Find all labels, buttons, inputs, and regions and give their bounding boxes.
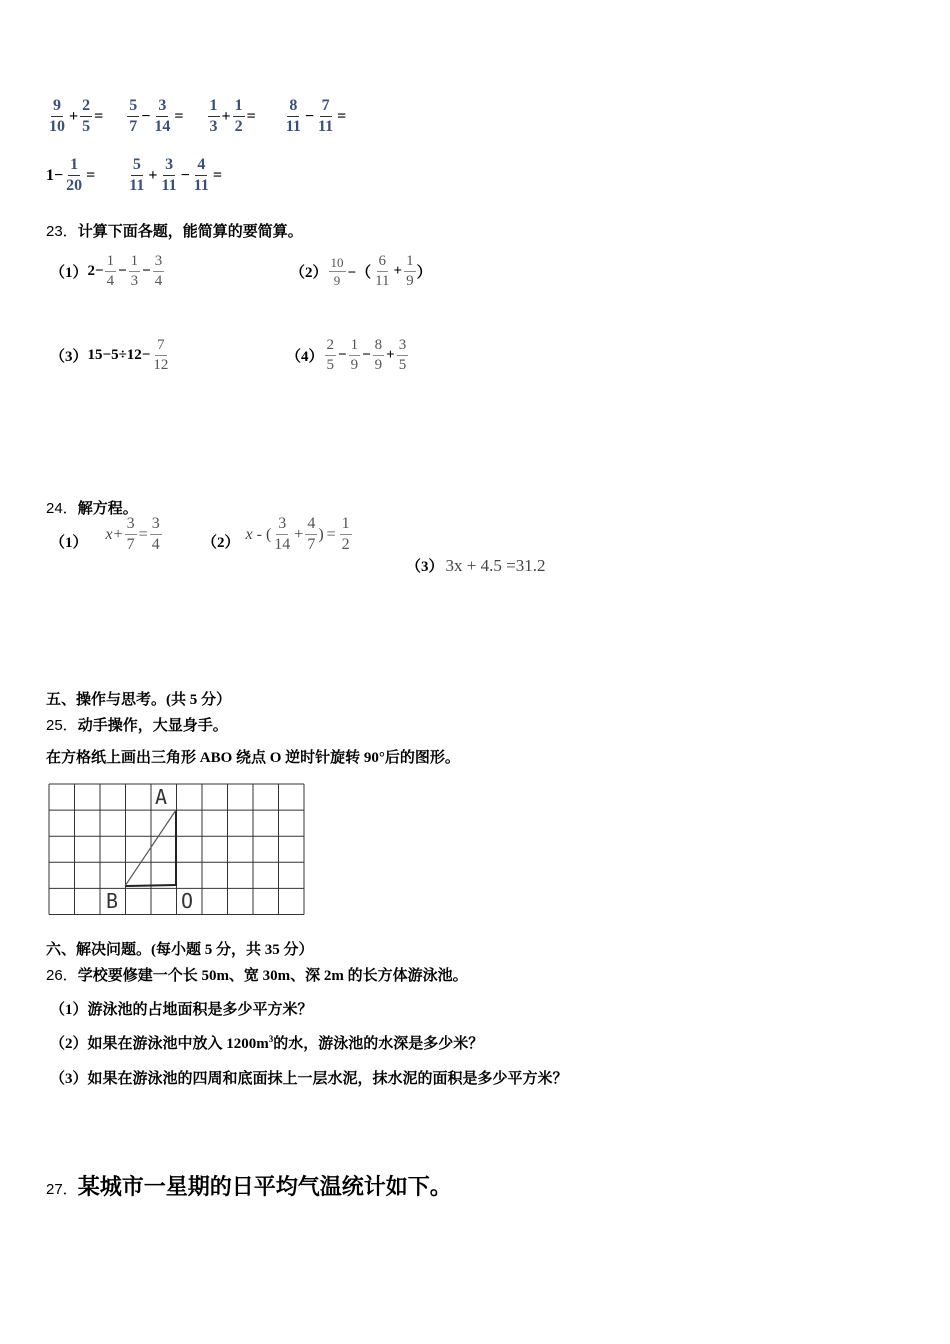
q26-part-2 xyxy=(50,1032,483,1053)
fraction: $\frac{5}{7}$ xyxy=(129,97,138,135)
close-paren: ) xyxy=(318,525,324,543)
q23-part-2 xyxy=(290,254,432,289)
operator: − xyxy=(362,347,371,363)
part-label: （2） xyxy=(290,265,328,281)
q26-part-3: （3）如果在游泳池的四周和底面抹上一层水泥，抹水泥的面积是多少平方米？ xyxy=(50,1071,568,1087)
expression-lead: 1− xyxy=(46,166,64,184)
operator: + xyxy=(221,107,231,125)
question-24-heading xyxy=(46,497,138,518)
expression-lead: 15−5÷12− xyxy=(87,347,151,363)
operator: − xyxy=(118,263,127,279)
variable-x: x xyxy=(105,525,113,543)
part-label: （1） xyxy=(50,265,88,281)
q26-part-2-text: （2）如果在游泳池中放入 1200m xyxy=(50,1036,269,1052)
question-number: 25． xyxy=(46,717,78,734)
equation xyxy=(106,516,163,553)
fraction: $\frac{3}{4}$ xyxy=(154,253,163,289)
fraction: $\frac{2}{5}$ xyxy=(82,97,91,135)
expression-lead: 2− xyxy=(87,263,104,279)
operator: − xyxy=(141,107,151,125)
variable-x: x xyxy=(245,525,253,543)
question-title: 某城市一星期的日平均气温统计如下。 xyxy=(77,1174,452,1199)
fraction: $\frac{1}{3}$ xyxy=(209,97,218,135)
fraction: $\frac{3}{11}$ xyxy=(161,156,177,194)
question-25-heading xyxy=(46,714,228,735)
equals-sign: = xyxy=(94,107,104,125)
fraction: $\frac{7}{12}$ xyxy=(153,337,169,373)
part-label: （2） xyxy=(202,535,240,551)
grid-paper xyxy=(48,783,306,917)
operator: + xyxy=(69,107,79,125)
triangle-side-bo xyxy=(125,885,176,886)
question-number: 24． xyxy=(46,500,78,517)
label-b: B xyxy=(106,889,119,913)
question-23-heading xyxy=(46,220,303,241)
fraction: $\frac{1}{9}$ xyxy=(350,337,359,373)
q26-part-1: （1）游泳池的占地面积是多少平方米？ xyxy=(50,1002,313,1018)
part-label: （1） xyxy=(50,535,88,551)
q24-equation-2 xyxy=(202,515,353,553)
fraction: $\frac{10}{9}$ xyxy=(330,255,344,288)
operator: − xyxy=(142,263,151,279)
operator: − xyxy=(304,107,314,125)
superscript: 3 xyxy=(268,1034,274,1044)
operator: + xyxy=(393,263,403,279)
operator: −（ xyxy=(347,265,372,281)
fraction-row-2 xyxy=(46,157,223,194)
close-paren: ） xyxy=(416,265,432,281)
question-number: 27． xyxy=(46,1181,78,1198)
operator: - xyxy=(256,525,262,543)
fraction: $\frac{7}{11}$ xyxy=(318,97,334,135)
fraction: $\frac{3}{4}$ xyxy=(151,515,160,553)
q26-part-2-text-end: 的水，游泳池的水深是多少米？ xyxy=(273,1036,484,1052)
fraction: $\frac{5}{11}$ xyxy=(129,156,145,194)
label-o: O xyxy=(181,889,194,913)
operator: + xyxy=(148,166,158,184)
operator: − xyxy=(180,166,190,184)
fraction: $\frac{4}{7}$ xyxy=(307,515,316,553)
fraction: $\frac{2}{5}$ xyxy=(326,337,335,373)
q23-part-3 xyxy=(50,338,171,373)
question-number: 26． xyxy=(46,967,78,984)
q24-equation-1 xyxy=(50,515,163,553)
fraction: $\frac{6}{11}$ xyxy=(375,253,390,289)
fraction: $\frac{3}{14}$ xyxy=(154,97,171,135)
q24-equation-3 xyxy=(406,555,545,576)
part-label: （3） xyxy=(50,349,88,365)
equals-sign: = xyxy=(326,525,336,543)
question-title: 计算下面各题，能简算的要简算。 xyxy=(77,224,303,240)
fraction: $\frac{3}{7}$ xyxy=(126,515,135,553)
section-6-heading: 六、解决问题。(每小题 5 分，共 35 分） xyxy=(46,942,314,958)
q23-part-1 xyxy=(50,254,165,289)
equals-sign: = xyxy=(86,166,96,184)
fraction: $\frac{4}{11}$ xyxy=(193,156,209,194)
equals-sign: = xyxy=(212,166,222,184)
question-title: 学校要修建一个长 50m、宽 30m、深 2m 的长方体游泳池。 xyxy=(77,968,468,984)
fraction: $\frac{1}{9}$ xyxy=(406,253,414,289)
open-paren: ( xyxy=(265,525,272,543)
fraction: $\frac{1}{3}$ xyxy=(130,253,139,289)
equals-sign: = xyxy=(138,525,148,543)
fraction: $\frac{1}{20}$ xyxy=(66,156,83,194)
operator: − xyxy=(338,347,347,363)
part-label: （3） xyxy=(406,559,444,575)
operator: + xyxy=(113,525,123,543)
operator: + xyxy=(294,525,304,543)
fraction: $\frac{1}{4}$ xyxy=(106,253,115,289)
question-title: 动手操作，大显身手。 xyxy=(77,718,228,734)
part-label: （4） xyxy=(286,349,324,365)
fraction: $\frac{3}{14}$ xyxy=(274,515,291,553)
fraction: $\frac{1}{2}$ xyxy=(341,515,350,553)
fraction: $\frac{8}{9}$ xyxy=(374,337,383,373)
fraction: $\frac{3}{5}$ xyxy=(398,337,407,373)
equals-sign: = xyxy=(174,107,184,125)
equation xyxy=(246,516,353,553)
equals-sign: = xyxy=(337,107,347,125)
section-5-heading: 五、操作与思考。(共 5 分） xyxy=(46,692,231,708)
q23-part-4 xyxy=(286,338,409,373)
fraction-row-1 xyxy=(46,98,347,135)
label-a: A xyxy=(155,785,168,809)
fraction: $\frac{1}{2}$ xyxy=(234,97,243,135)
equals-sign: = xyxy=(246,107,256,125)
q25-instruction: 在方格纸上画出三角形 ABO 绕点 O 逆时针旋转 90°后的图形。 xyxy=(46,750,460,766)
equation: 3x + 4.5 =31.2 xyxy=(445,555,546,575)
question-number: 23． xyxy=(46,223,78,240)
fraction: $\frac{9}{10}$ xyxy=(49,97,65,135)
question-26-heading xyxy=(46,964,468,985)
operator: + xyxy=(386,347,395,363)
question-title: 解方程。 xyxy=(77,501,138,517)
question-27-heading xyxy=(46,1170,452,1201)
fraction: $\frac{8}{11}$ xyxy=(285,97,301,135)
